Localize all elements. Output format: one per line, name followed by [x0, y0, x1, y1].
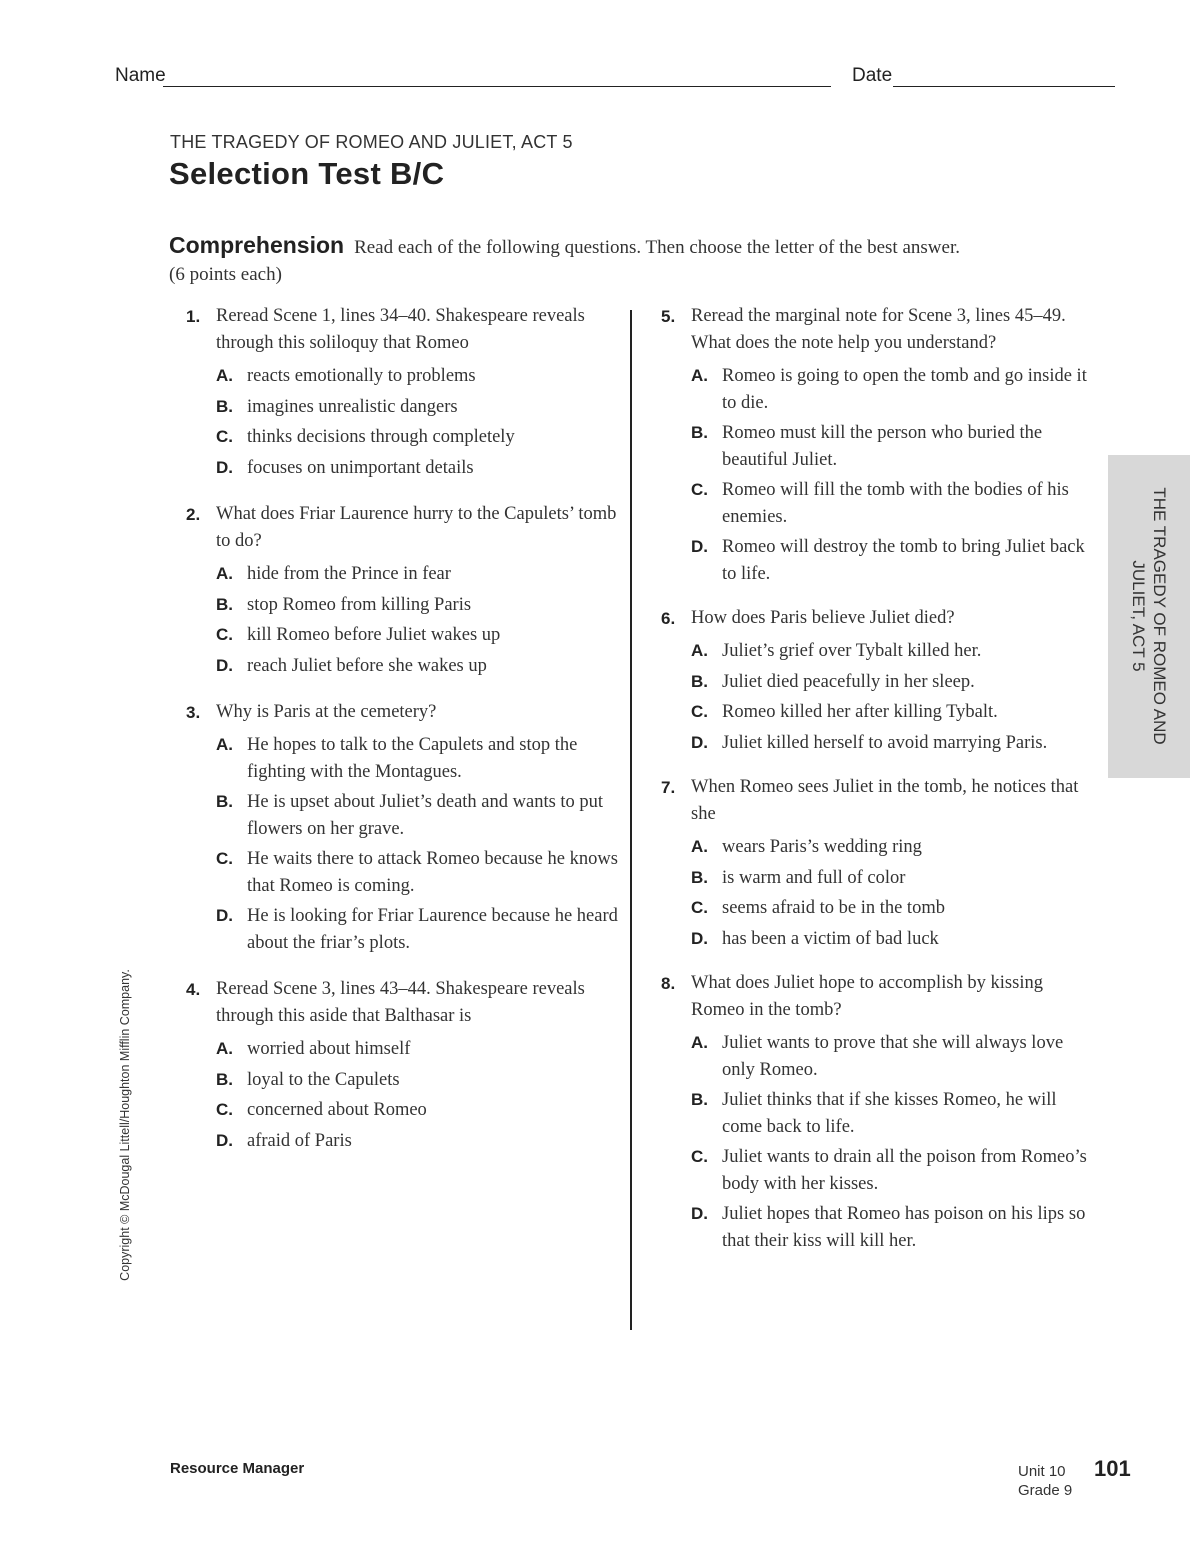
option-text: Juliet died peacefully in her sleep. [722, 671, 975, 692]
option-text: Juliet wants to prove that she will always love only Romeo. [722, 1033, 1064, 1080]
option-text: concerned about Romeo [247, 1100, 427, 1120]
option-letter: D. [691, 537, 708, 556]
question-stem: How does Paris believe Juliet died? [691, 608, 955, 628]
question-number: 6. [661, 609, 676, 628]
answer-option[interactable] [691, 1201, 1097, 1254]
answer-option[interactable] [216, 561, 622, 588]
answer-option[interactable] [216, 592, 622, 619]
answer-option[interactable] [691, 534, 1097, 587]
question-stem: When Romeo sees Juliet in the tomb, he notices that she [691, 777, 1079, 824]
answer-options [691, 1030, 1097, 1254]
option-text: He is upset about Juliet’s death and wants to put flowers on her grave. [247, 792, 604, 839]
question-stem: What does Friar Laurence hurry to the Capulets’ tomb to do? [216, 504, 617, 551]
answer-option[interactable] [216, 1036, 622, 1063]
option-letter: C. [216, 427, 233, 446]
option-text: reacts emotionally to problems [247, 366, 476, 386]
option-text: He waits there to attack Romeo because he knows that Romeo is coming. [247, 849, 618, 896]
answer-option[interactable] [216, 622, 622, 649]
question-2 [170, 501, 622, 679]
answer-option[interactable] [691, 1087, 1097, 1140]
option-letter: B. [691, 1090, 708, 1109]
footer-unit: Unit 10 [1018, 1463, 1066, 1480]
answer-option[interactable] [691, 699, 1097, 726]
copyright-notice: Copyright © McDougal Littell/Houghton Mifflin Company. [118, 969, 132, 1281]
option-letter: A. [691, 366, 708, 385]
option-letter: A. [216, 366, 233, 385]
answer-option[interactable] [216, 846, 622, 899]
question-stem: Reread Scene 3, lines 43–44. Shakespeare reveals through this aside that Balthasar is [216, 979, 585, 1026]
option-letter: D. [216, 906, 233, 925]
answer-option[interactable] [691, 834, 1097, 861]
question-number: 2. [186, 505, 201, 524]
answer-option[interactable] [691, 420, 1097, 473]
option-letter: C. [691, 480, 708, 499]
answer-option[interactable] [691, 865, 1097, 892]
option-text: stop Romeo from killing Paris [247, 594, 472, 615]
option-letter: A. [216, 1039, 233, 1058]
option-text: Juliet hopes that Romeo has poison on his lips so that their kiss will kill her. [722, 1204, 1086, 1251]
name-field[interactable] [163, 86, 831, 87]
answer-options [691, 638, 1097, 756]
answer-option[interactable] [691, 669, 1097, 696]
side-tab-text: THE TRAGEDY OF ROMEO AND JULIET, ACT 5 [1129, 487, 1169, 745]
answer-option[interactable] [691, 1144, 1097, 1197]
question-stem: Why is Paris at the cemetery? [216, 702, 437, 722]
option-letter: A. [691, 641, 708, 660]
option-text: reach Juliet before she wakes up [247, 655, 487, 676]
question-number: 8. [661, 974, 676, 993]
option-letter: B. [691, 671, 708, 691]
question-6 [645, 605, 1097, 756]
question-number: 4. [186, 980, 201, 999]
question-8 [645, 970, 1097, 1254]
option-letter: B. [216, 396, 233, 416]
name-label: Name [115, 65, 166, 86]
answer-options [691, 834, 1097, 952]
option-text: thinks decisions through completely [247, 427, 515, 447]
option-text: He is looking for Friar Laurence because he heard about the friar’s plots. [247, 906, 618, 953]
answer-option[interactable] [216, 1097, 622, 1124]
option-text: Romeo is going to open the tomb and go inside it to die. [722, 366, 1087, 413]
page-title: Selection Test B/C [169, 156, 445, 191]
answer-option[interactable] [216, 455, 622, 482]
option-text: Juliet killed herself to avoid marrying Paris. [722, 732, 1048, 753]
answer-option[interactable] [691, 895, 1097, 922]
answer-option[interactable] [216, 394, 622, 421]
option-letter: B. [216, 1069, 233, 1089]
question-number: 5. [661, 307, 676, 326]
left-question-column [170, 303, 622, 1158]
question-1 [170, 303, 622, 481]
option-text: afraid of Paris [247, 1130, 352, 1151]
footer-resource-manager: Resource Manager [170, 1460, 305, 1477]
option-text: imagines unrealistic dangers [247, 396, 458, 417]
answer-option[interactable] [216, 732, 622, 785]
question-number: 3. [186, 703, 201, 722]
option-letter: B. [216, 792, 233, 811]
answer-option[interactable] [691, 1030, 1097, 1083]
answer-option[interactable] [216, 424, 622, 451]
footer-unit-grade [1018, 1462, 1072, 1500]
option-letter: C. [216, 849, 233, 868]
answer-option[interactable] [691, 363, 1097, 416]
option-text: wears Paris’s wedding ring [722, 837, 922, 857]
option-letter: B. [691, 423, 708, 442]
answer-option[interactable] [216, 1067, 622, 1094]
option-letter: C. [691, 1147, 708, 1166]
option-text: hide from the Prince in fear [247, 564, 451, 584]
answer-option[interactable] [691, 730, 1097, 757]
option-text: Juliet wants to drain all the poison from Romeo’s body with her kisses. [722, 1147, 1087, 1194]
answer-option[interactable] [691, 926, 1097, 953]
answer-option[interactable] [691, 477, 1097, 530]
option-letter: B. [691, 867, 708, 887]
question-stem: Reread Scene 1, lines 34–40. Shakespeare reveals through this soliloquy that Romeo [216, 306, 585, 353]
option-text: focuses on unimportant details [247, 457, 474, 478]
answer-options [691, 363, 1097, 587]
answer-option[interactable] [216, 789, 622, 842]
question-3 [170, 699, 622, 956]
option-letter: A. [691, 837, 708, 856]
option-letter: D. [216, 655, 233, 675]
option-letter: D. [691, 732, 708, 752]
option-letter: C. [216, 625, 233, 644]
option-text: is warm and full of color [722, 867, 906, 888]
section-heading: Comprehension [169, 232, 345, 258]
option-text: Romeo killed her after killing Tybalt. [722, 702, 998, 722]
option-letter: D. [216, 457, 233, 477]
option-letter: D. [691, 928, 708, 948]
answer-option[interactable] [216, 903, 622, 956]
question-stem: What does Juliet hope to accomplish by kissing Romeo in the tomb? [691, 973, 1043, 1020]
option-text: worried about himself [247, 1039, 411, 1059]
option-letter: C. [691, 898, 708, 917]
option-text: loyal to the Capulets [247, 1069, 400, 1090]
answer-options [216, 561, 622, 679]
answer-options [216, 363, 622, 481]
answer-option[interactable] [216, 653, 622, 680]
page-number: 101 [1094, 1456, 1131, 1481]
question-number: 1. [186, 307, 201, 326]
option-letter: B. [216, 594, 233, 614]
option-text: seems afraid to be in the tomb [722, 898, 945, 918]
option-letter: A. [691, 1033, 708, 1052]
question-stem: Reread the marginal note for Scene 3, lines 45–49. What does the note help you understand? [691, 306, 1066, 353]
option-text: Juliet thinks that if she kisses Romeo, he will come back to life. [722, 1090, 1057, 1137]
option-letter: A. [216, 564, 233, 583]
question-4 [170, 976, 622, 1154]
date-field[interactable] [893, 86, 1115, 87]
answer-options [216, 732, 622, 956]
question-7 [645, 774, 1097, 952]
answer-option[interactable] [216, 1128, 622, 1155]
answer-option[interactable] [216, 363, 622, 390]
date-label: Date [852, 65, 893, 86]
answer-option[interactable] [691, 638, 1097, 665]
option-letter: A. [216, 735, 233, 754]
question-5 [645, 303, 1097, 587]
option-text: Romeo will destroy the tomb to bring Juliet back to life. [722, 537, 1085, 584]
option-text: has been a victim of bad luck [722, 928, 939, 949]
option-letter: C. [216, 1100, 233, 1119]
section-instructions: Read each of the following questions. Then choose the letter of the best answer. (6 points each) [169, 237, 960, 285]
section-intro [169, 232, 969, 288]
footer-grade: Grade 9 [1018, 1482, 1073, 1499]
column-divider [630, 310, 632, 1330]
option-letter: C. [691, 702, 708, 721]
answer-options [216, 1036, 622, 1154]
option-text: Juliet’s grief over Tybalt killed her. [722, 641, 982, 661]
option-text: Romeo will fill the tomb with the bodies of his enemies. [722, 480, 1069, 527]
option-text: He hopes to talk to the Capulets and stop the fighting with the Montagues. [247, 735, 578, 782]
option-letter: D. [691, 1204, 708, 1223]
question-number: 7. [661, 778, 676, 797]
selection-kicker: THE TRAGEDY OF ROMEO AND JULIET, ACT 5 [170, 132, 573, 152]
option-text: kill Romeo before Juliet wakes up [247, 625, 501, 645]
option-letter: D. [216, 1130, 233, 1150]
option-text: Romeo must kill the person who buried the beautiful Juliet. [722, 423, 1043, 470]
right-question-column [645, 303, 1097, 1258]
